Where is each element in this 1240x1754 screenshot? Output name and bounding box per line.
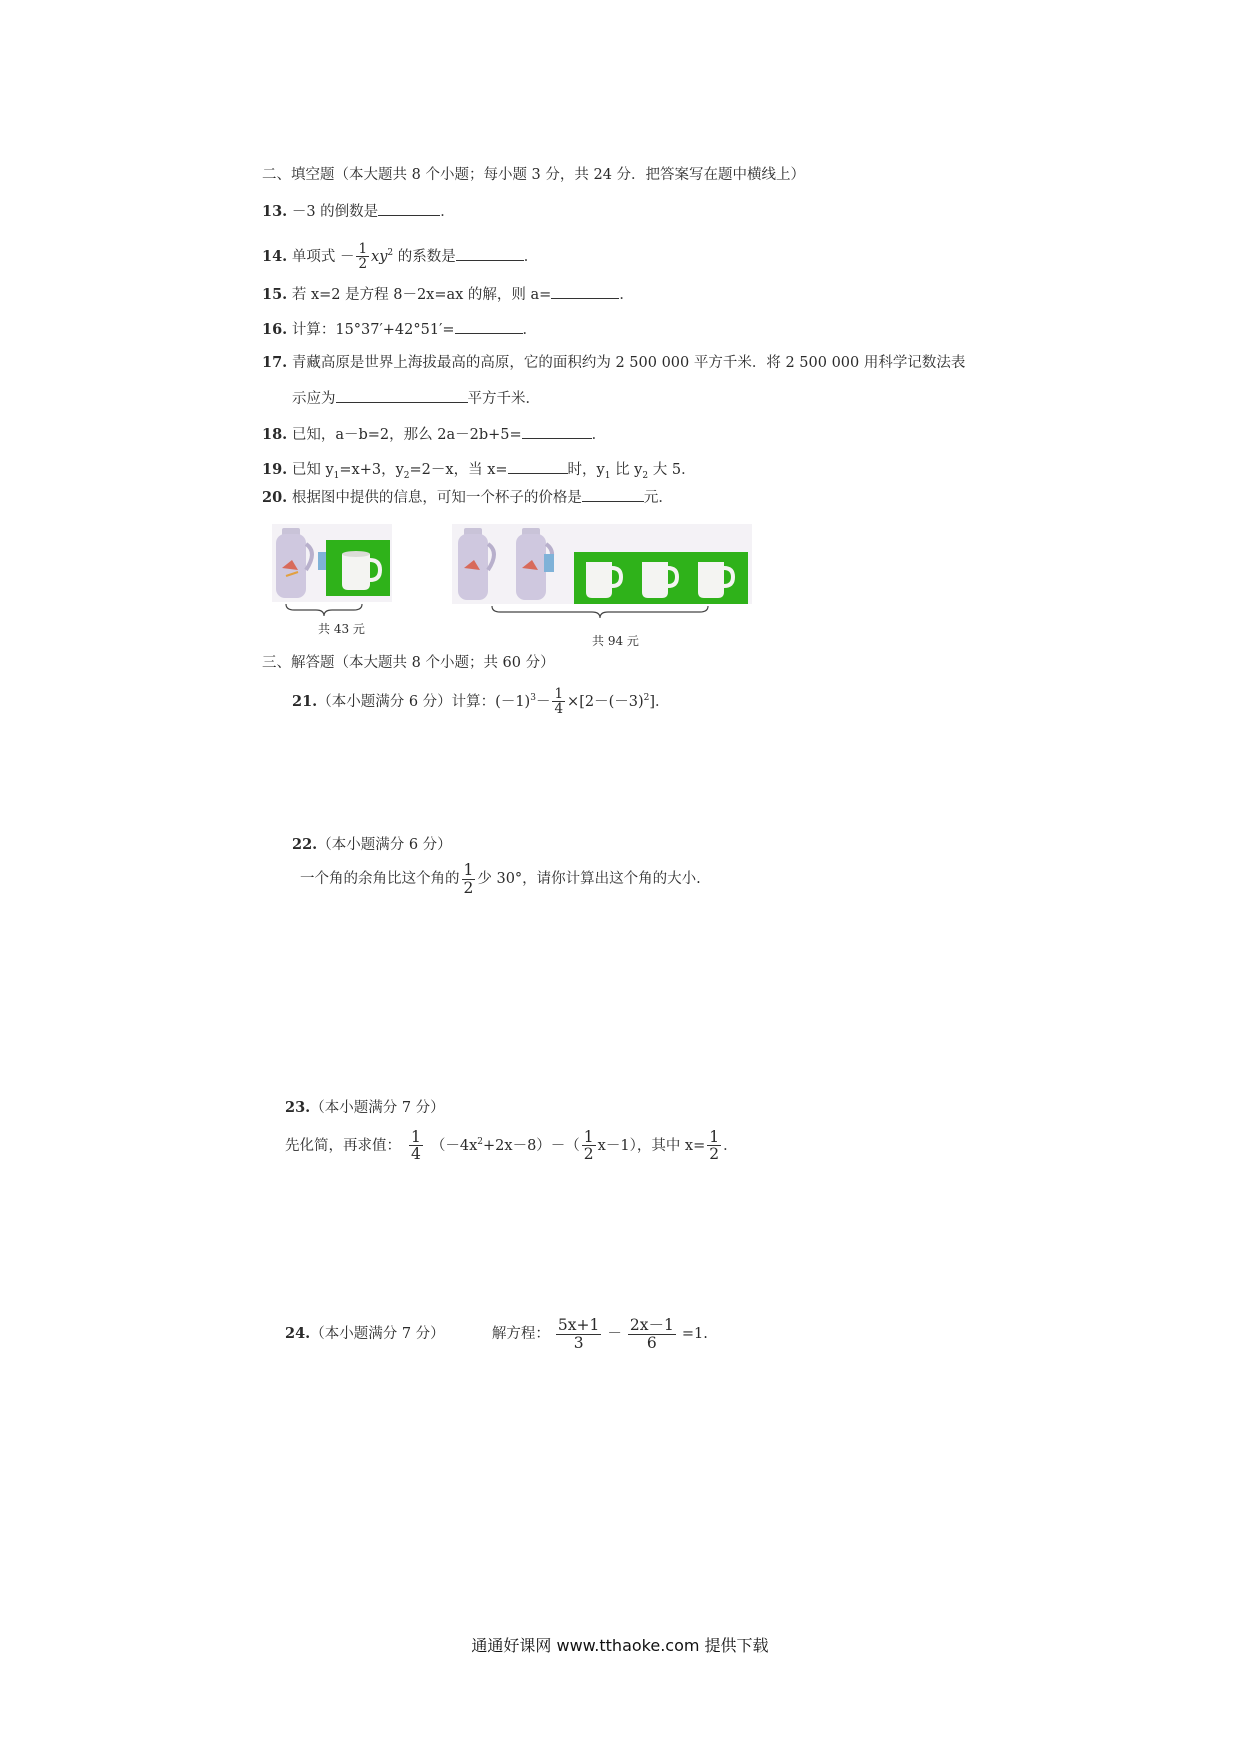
question-number: 21. xyxy=(292,692,318,710)
question-end: ． xyxy=(723,1137,738,1154)
section-2-title: 二、填空题（本大题共 8 个小题；每小题 3 分，共 24 分．把答案写在题中横线上） xyxy=(262,167,806,183)
question-text: 根据图中提供的信息，可知一个杯子的价格是 xyxy=(291,490,582,506)
question-end: ． xyxy=(619,287,634,303)
answer-blank[interactable] xyxy=(455,319,523,334)
question-17 xyxy=(262,353,965,373)
question-text: =2－x，当 x= xyxy=(409,462,508,478)
fraction xyxy=(707,1129,721,1163)
question-end: ． xyxy=(523,248,539,265)
question-21 xyxy=(292,680,670,720)
exponent: 3 xyxy=(530,693,536,703)
question-text: 时，y xyxy=(567,462,605,478)
question-text: 大 5． xyxy=(648,462,696,478)
question-number: 23. xyxy=(285,1099,311,1116)
thermos-cup-picture-right xyxy=(452,524,752,620)
monomial: xy xyxy=(371,248,388,265)
question-text-post: 的系数是 xyxy=(393,248,456,265)
question-number: 19. xyxy=(262,461,288,478)
question-text: 解方程： xyxy=(491,1326,550,1342)
question-text: 示应为 xyxy=(292,391,336,407)
subscript: 2 xyxy=(642,470,649,481)
answer-blank[interactable] xyxy=(456,246,524,261)
question-text: （本小题满分 6 分） xyxy=(317,837,452,853)
question-number: 16. xyxy=(262,321,288,338)
question-text: 已知，a－b=2，那么 2a－2b+5= xyxy=(291,427,522,443)
question-text-post: 平方千米． xyxy=(467,391,540,407)
question-15 xyxy=(262,284,634,305)
minus-sign: － xyxy=(607,1326,622,1342)
fraction-denominator: 2 xyxy=(358,256,368,273)
question-text: 青藏高原是世界上海拔最高的高原，它的面积约为 2 500 000 平方千米．将 2 500 000 用科学记数法表 xyxy=(291,355,966,371)
fraction-denominator: 2 xyxy=(463,878,474,897)
question-text-post: 少 30°，请你计算出这个角的大小. xyxy=(477,871,701,887)
fraction xyxy=(582,1129,596,1163)
brace xyxy=(492,606,708,618)
answer-blank[interactable] xyxy=(551,284,619,299)
answer-blank[interactable] xyxy=(508,459,568,474)
fraction-numerator: 1 xyxy=(358,241,368,258)
question-23-header xyxy=(285,1098,445,1118)
question-number: 13. xyxy=(262,203,288,220)
question-22-header xyxy=(292,835,452,855)
fraction xyxy=(462,862,476,896)
question-end: ． xyxy=(522,322,538,338)
question-number: 14. xyxy=(262,247,288,265)
exponent: 2 xyxy=(387,248,394,258)
fraction-denominator: 3 xyxy=(573,1333,584,1352)
fraction-numerator: 1 xyxy=(583,1128,594,1147)
question-16 xyxy=(262,319,537,340)
fraction-numerator: 2x－1 xyxy=(629,1316,674,1335)
question-number: 24. xyxy=(285,1325,311,1342)
question-number: 20. xyxy=(262,489,288,506)
question-end: 元． xyxy=(643,490,673,506)
question-22 xyxy=(300,860,701,898)
answer-blank[interactable] xyxy=(522,424,592,439)
question-text: 单项式 － xyxy=(291,248,355,265)
question-20 xyxy=(262,487,673,508)
question-number: 17. xyxy=(262,354,288,371)
thermos-cup-picture-left xyxy=(272,524,392,616)
fraction-numerator: 1 xyxy=(709,1128,720,1147)
fraction xyxy=(628,1317,676,1351)
fraction-denominator: 2 xyxy=(583,1145,594,1164)
question-text: 先化简，再求值： xyxy=(285,1137,401,1154)
question-19 xyxy=(262,459,696,486)
question-text: （本小题满分 7 分） xyxy=(310,1326,445,1342)
question-text: =x+3，y xyxy=(339,462,404,478)
fraction xyxy=(356,242,369,271)
question-text: ×[2－(－3) xyxy=(567,693,644,710)
fraction xyxy=(409,1129,423,1163)
answer-blank[interactable] xyxy=(582,487,644,502)
question-18 xyxy=(262,424,606,445)
question-text: +2x－8）－（ xyxy=(483,1137,580,1154)
question-text: （本小题满分 7 分） xyxy=(310,1100,445,1116)
question-14 xyxy=(262,236,538,274)
subscript: 1 xyxy=(604,470,611,481)
question-text: －3 的倒数是 xyxy=(291,204,379,220)
question-17-line-2 xyxy=(292,388,540,409)
question-text: （－4x xyxy=(430,1137,478,1154)
question-text: 一个角的余角比这个角的 xyxy=(300,871,460,887)
fraction-numerator: 1 xyxy=(554,686,564,703)
question-text: x－1），其中 x= xyxy=(597,1137,706,1154)
question-number: 15. xyxy=(262,286,288,303)
brace-label-left: 共 43 元 xyxy=(318,622,365,636)
fraction-numerator: 5x+1 xyxy=(557,1316,600,1335)
question-text: ]． xyxy=(649,693,670,710)
question-end: ． xyxy=(591,427,607,443)
fraction-numerator: 1 xyxy=(463,861,474,880)
exponent: 2 xyxy=(643,693,650,703)
fraction-denominator: 6 xyxy=(646,1333,657,1352)
exponent: 2 xyxy=(477,1137,484,1147)
question-text: （本小题满分 6 分）计算：(－1) xyxy=(317,693,531,710)
question-13 xyxy=(262,201,455,222)
fraction-denominator: 4 xyxy=(411,1145,421,1164)
question-text: 已知 y xyxy=(291,462,334,478)
fraction-denominator: 2 xyxy=(709,1145,720,1164)
minus-sign: － xyxy=(535,693,551,710)
question-number: 18. xyxy=(262,426,288,443)
question-end: =1. xyxy=(681,1326,708,1342)
brace-label-right: 共 94 元 xyxy=(592,634,639,648)
fraction-numerator: 1 xyxy=(411,1128,421,1147)
fraction-denominator: 4 xyxy=(554,701,564,718)
question-text: 计算：15°37′+42°51′= xyxy=(291,322,455,338)
question-24 xyxy=(285,1312,708,1356)
question-number: 22. xyxy=(292,836,318,853)
answer-blank[interactable] xyxy=(378,201,440,216)
subscript: 2 xyxy=(403,470,410,481)
section-3-title: 三、解答题（本大题共 8 个小题；共 60 分） xyxy=(262,655,555,671)
subscript: 1 xyxy=(333,470,340,481)
footer-text: 通通好课网 www.tthaoke.com 提供下载 xyxy=(471,1636,769,1655)
question-text: 若 x=2 是方程 8－2x=ax 的解，则 a= xyxy=(291,287,552,303)
brace xyxy=(286,604,362,616)
question-end: ． xyxy=(440,204,455,220)
answer-blank[interactable] xyxy=(336,388,468,403)
fraction xyxy=(556,1317,601,1351)
fraction xyxy=(552,687,565,716)
question-text: 比 y xyxy=(610,462,643,478)
question-23 xyxy=(285,1122,738,1166)
